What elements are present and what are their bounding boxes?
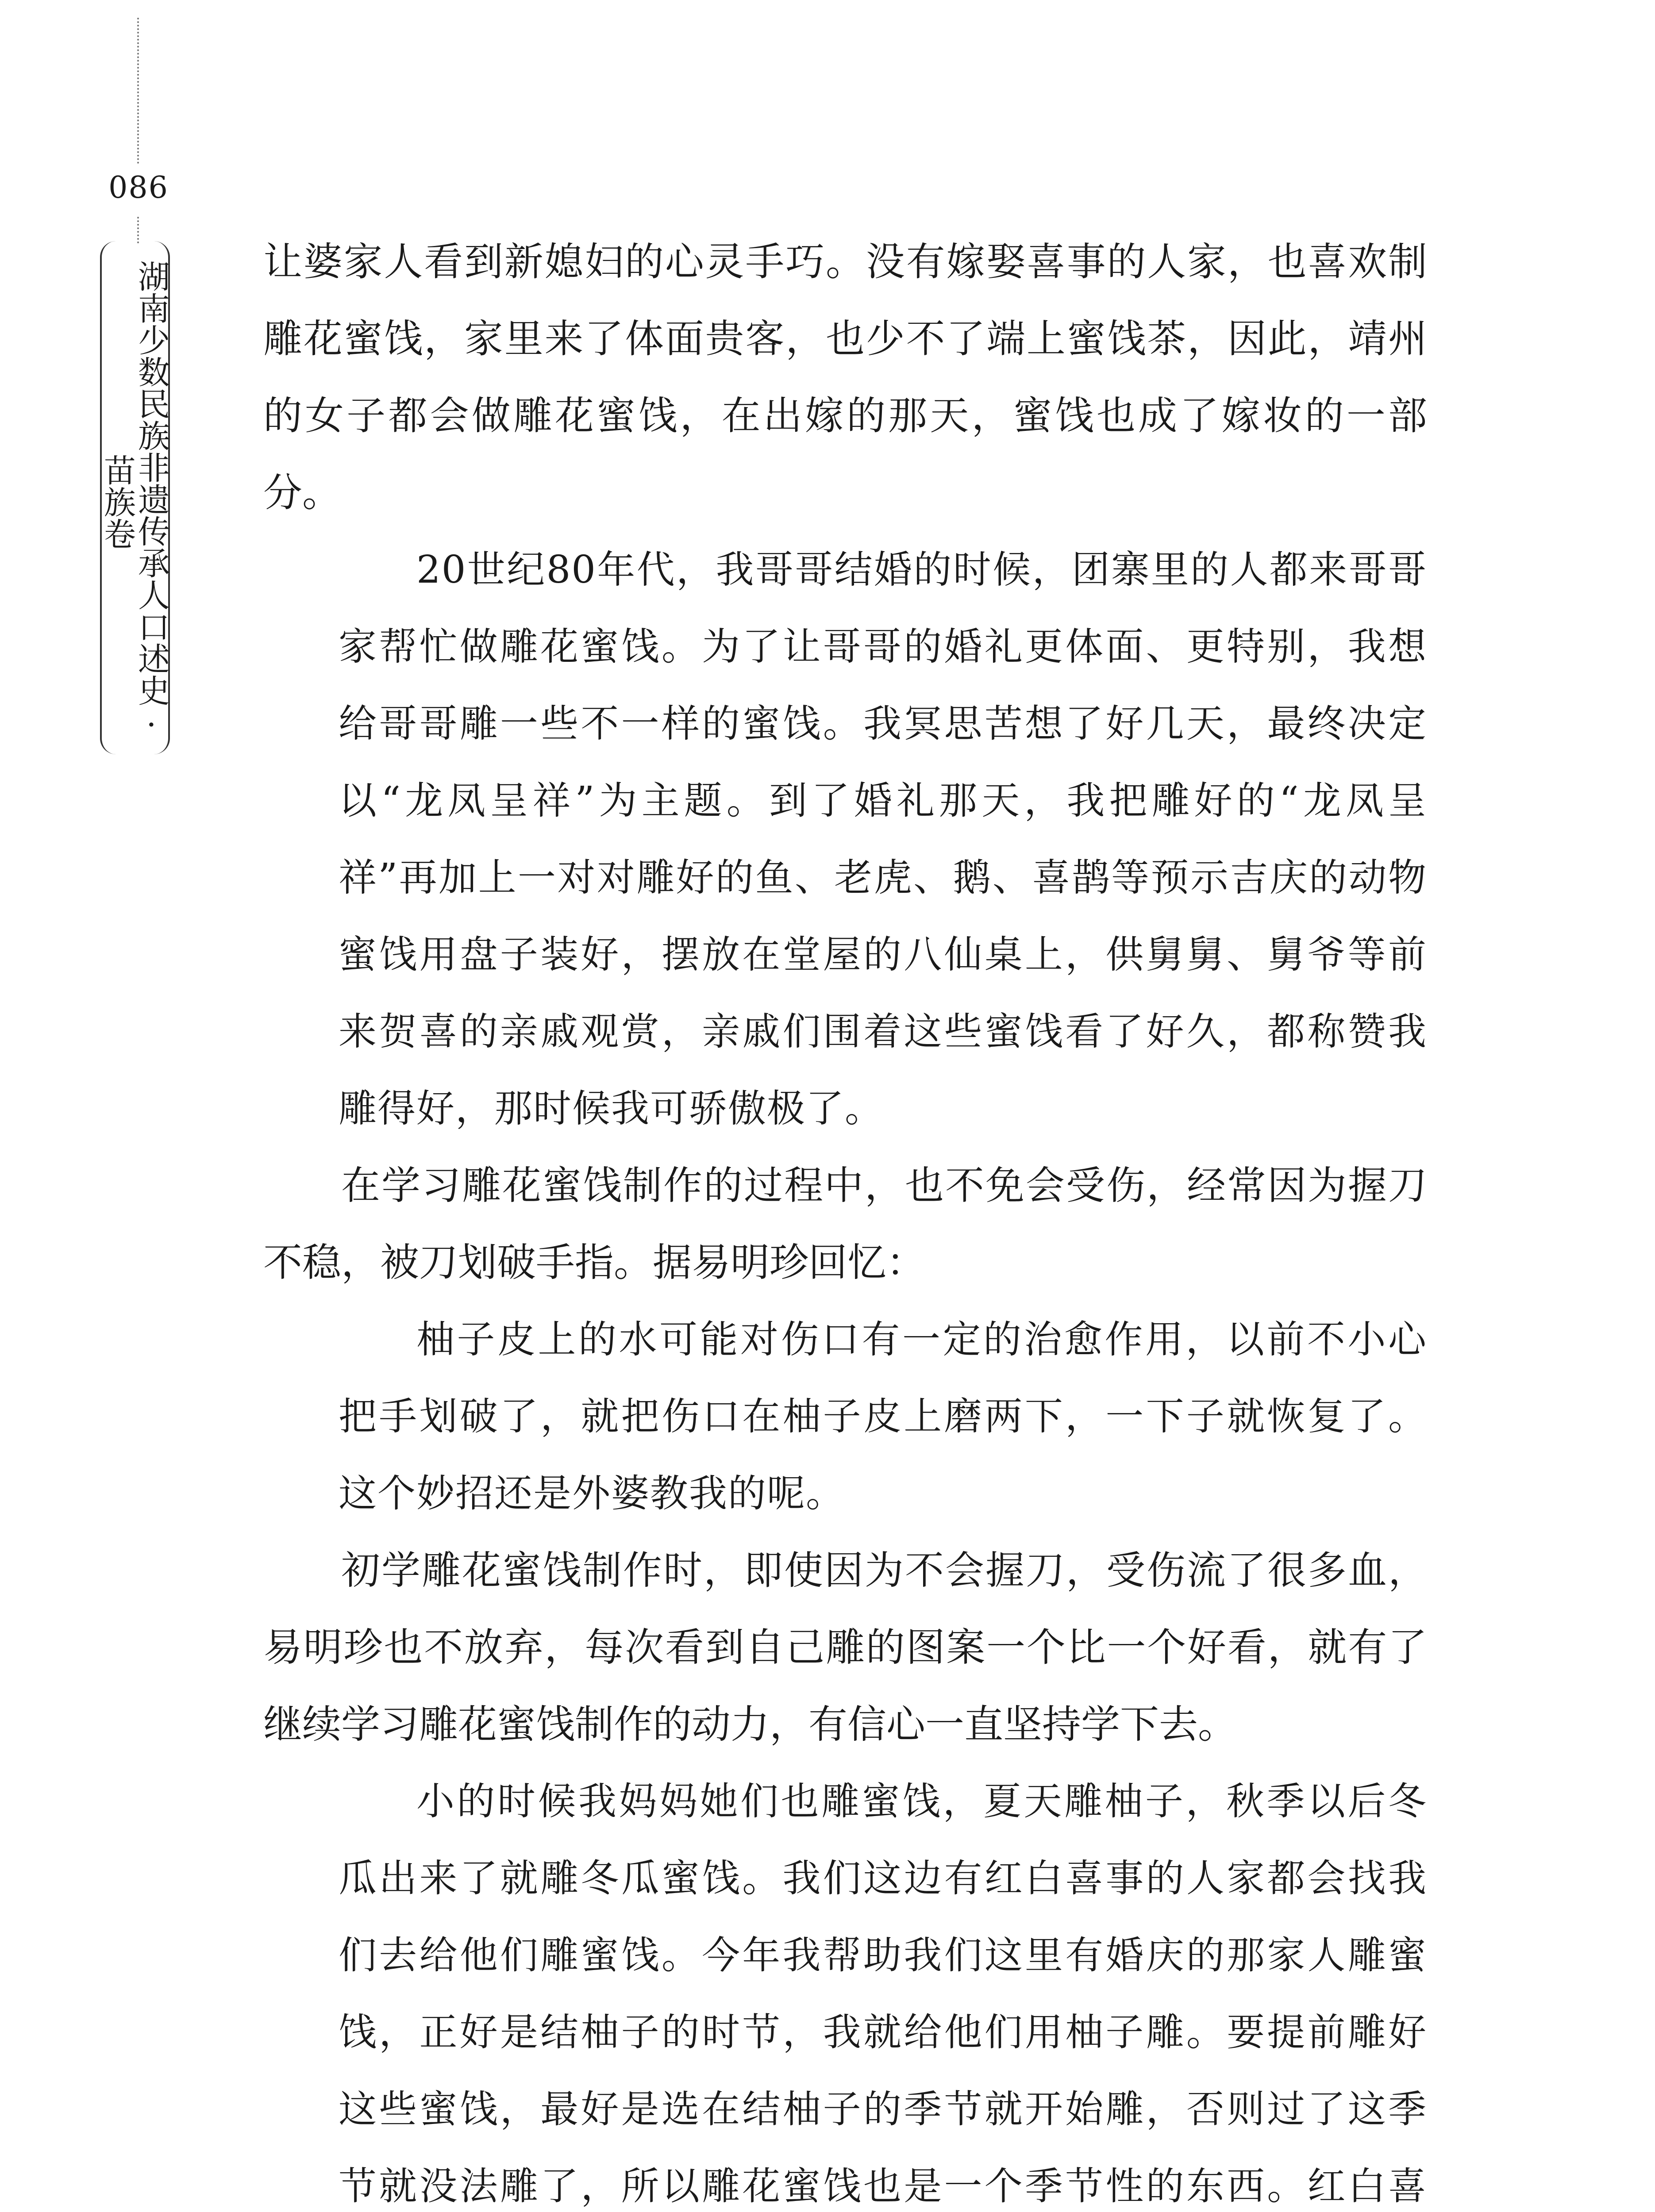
series-title: 湖南少数民族非遗传承人口述史·苗族卷: [99, 260, 170, 743]
quote-1: 20世纪80年代，我哥哥结婚的时候，团寨里的人都来哥哥家帮忙做雕花蜜饯。为了让哥哥的婚礼更体面、更特别，我想给哥哥雕一些不一样的蜜饯。我冥思苦想了好几天，最终决定以“龙凤呈祥”为主题。到了婚礼那天，我把雕好的“龙凤呈祥”再加上一对对雕好的鱼、老虎、鹅、喜鹊等预示吉庆的动物蜜饯用盘子装好，摆放在堂屋的八仙桌上，供舅舅、舅爷等前来贺喜的亲戚观赏，亲戚们围着这些蜜饯看了好久，都称赞我雕得好，那时候我可骄傲极了。: [339, 548, 1427, 1131]
page-number: 086: [108, 170, 169, 205]
quote-2: 柚子皮上的水可能对伤口有一定的治愈作用，以前不小心把手划破了，就把伤口在柚子皮上磨两下，一下子就恢复了。这个妙招还是外婆教我的呢。: [339, 1317, 1427, 1516]
quote-3: 小的时候我妈妈她们也雕蜜饯，夏天雕柚子，秋季以后冬瓜出来了就雕冬瓜蜜饯。我们这边有红白喜事的人家都会找我们去给他们雕蜜饯。今年我帮助我们这里有婚庆的那家人雕蜜饯，正好是结柚子的时节，我就给他们用柚子雕。要提前雕好这些蜜饯，最好是选在结柚子的季节就开始雕，否则过了这季节就没法雕了，所以雕花蜜饯也是一个季节性的东西。红白喜: [339, 1779, 1427, 2208]
page-body: [263, 223, 1427, 2212]
paragraph-1: 让婆家人看到新媳妇的心灵手巧。没有嫁娶喜事的人家，也喜欢制雕花蜜饯，家里来了体面贵客，也少不了端上蜜饯茶，因此，靖州的女子都会做雕花蜜饯，在出嫁的那天，蜜饯也成了嫁妆的一部分。: [263, 240, 1427, 515]
dotted-rule-bottom: [137, 217, 139, 243]
paragraph-3: 初学雕花蜜饯制作时，即使因为不会握刀，受伤流了很多血，易明珍也不放弃，每次看到自己雕的图案一个比一个好看，就有了继续学习雕花蜜饯制作的动力，有信心一直坚持学下去。: [263, 1548, 1427, 1746]
margin-rail: [89, 0, 177, 796]
paragraph-2: 在学习雕花蜜饯制作的过程中，也不免会受伤，经常因为握刀不稳，被刀划破手指。据易明珍回忆：: [263, 1164, 1427, 1284]
series-title-frame: [100, 241, 170, 754]
dotted-rule-top: [137, 18, 139, 164]
